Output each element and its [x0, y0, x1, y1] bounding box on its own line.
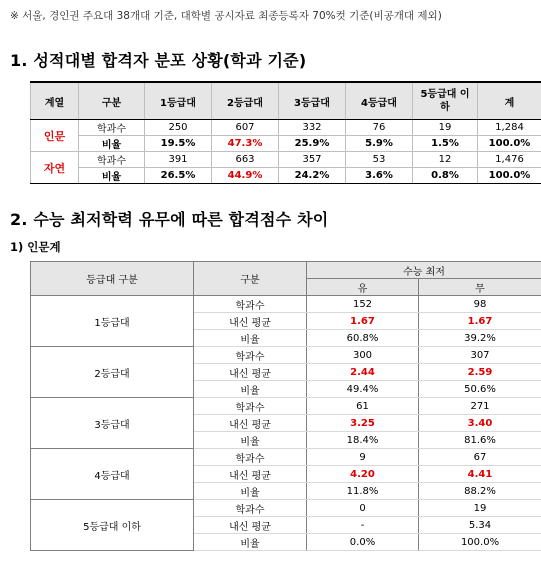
level-label: 4등급대 [31, 449, 194, 500]
table-cell: 44.9% [212, 168, 279, 184]
table-row [31, 296, 541, 313]
section2-title: 2. 수능 최저학력 유무에 따른 합격점수 차이 [10, 210, 329, 229]
row-label: 내신 평균 [194, 313, 307, 330]
table-row [31, 500, 541, 517]
header-cell: 1등급대 [145, 82, 212, 120]
group-label-humanities: 인문 [31, 120, 79, 152]
table-cell: 67 [419, 449, 541, 466]
table-cell: 19.5% [145, 136, 212, 152]
row-label: 학과수 [194, 500, 307, 517]
section2-subtitle: 1) 인문계 [10, 240, 61, 254]
table-cell: 0.8% [413, 168, 478, 184]
table-cell: 53 [346, 152, 413, 168]
table-cell: 100.0% [419, 534, 541, 551]
row-label: 비율 [194, 432, 307, 449]
table-cell: 9 [307, 449, 419, 466]
row-label: 학과수 [79, 120, 145, 136]
table-cell: 50.6% [419, 381, 541, 398]
header-cell: 등급대 구분 [31, 262, 194, 296]
table-cell: 11.8% [307, 483, 419, 500]
table-cell: 332 [279, 120, 346, 136]
row-label: 내신 평균 [194, 466, 307, 483]
table-cell: 100.0% [478, 136, 541, 152]
table-row [31, 120, 541, 136]
table-row [31, 168, 541, 184]
table-cell: 307 [419, 347, 541, 364]
header-cell: 유 [307, 279, 419, 296]
table-cell: 1,476 [478, 152, 541, 168]
table-cell: 3.25 [307, 415, 419, 432]
table-cell: 357 [279, 152, 346, 168]
row-label: 내신 평균 [194, 517, 307, 534]
table-cell: 663 [212, 152, 279, 168]
row-label: 학과수 [194, 347, 307, 364]
table-cell: 19 [419, 500, 541, 517]
header-cell: 계열 [31, 82, 79, 120]
row-label: 비율 [194, 381, 307, 398]
table-cell: 1.67 [307, 313, 419, 330]
source-note: ※ 서울, 경인권 주요대 38개대 기준, 대학별 공시자료 최종등록자 70%컷 기준(비공개대 제외) [10, 10, 442, 22]
header-cell: 수능 최저 [307, 262, 541, 279]
table-cell: 24.2% [279, 168, 346, 184]
grade-distribution-table [30, 81, 541, 184]
row-label: 비율 [194, 330, 307, 347]
table-cell: 98 [419, 296, 541, 313]
table-cell: 0 [307, 500, 419, 517]
row-label: 학과수 [194, 296, 307, 313]
row-label: 내신 평균 [194, 415, 307, 432]
table-cell: 61 [307, 398, 419, 415]
table-row [31, 152, 541, 168]
table-cell: 4.20 [307, 466, 419, 483]
table-cell: 1.5% [413, 136, 478, 152]
table-cell: 47.3% [212, 136, 279, 152]
table-cell: 391 [145, 152, 212, 168]
table-cell: 26.5% [145, 168, 212, 184]
row-label: 비율 [194, 534, 307, 551]
header-cell: 4등급대 [346, 82, 413, 120]
table-cell: 1,284 [478, 120, 541, 136]
table2-header-row [31, 262, 541, 279]
level-label: 1등급대 [31, 296, 194, 347]
row-label: 학과수 [79, 152, 145, 168]
table-row [31, 347, 541, 364]
row-label: 학과수 [194, 449, 307, 466]
header-cell: 구분 [194, 262, 307, 296]
table-cell: 88.2% [419, 483, 541, 500]
table-cell: 100.0% [478, 168, 541, 184]
table-cell: 76 [346, 120, 413, 136]
table-cell: 39.2% [419, 330, 541, 347]
table-cell: 5.9% [346, 136, 413, 152]
table-row [31, 449, 541, 466]
csat-minimum-table [30, 261, 541, 551]
table-cell: 3.40 [419, 415, 541, 432]
table-cell: 49.4% [307, 381, 419, 398]
level-label: 3등급대 [31, 398, 194, 449]
table-cell: 25.9% [279, 136, 346, 152]
table-cell: - [307, 517, 419, 534]
table-cell: 4.41 [419, 466, 541, 483]
table-row [31, 136, 541, 152]
table-cell: 271 [419, 398, 541, 415]
table-cell: 2.44 [307, 364, 419, 381]
table-cell: 152 [307, 296, 419, 313]
header-cell: 무 [419, 279, 541, 296]
group-label-science: 자연 [31, 152, 79, 184]
table-cell: 19 [413, 120, 478, 136]
table-cell: 5.34 [419, 517, 541, 534]
header-cell: 계 [478, 82, 541, 120]
header-cell: 2등급대 [212, 82, 279, 120]
table-cell: 12 [413, 152, 478, 168]
header-cell: 5등급대 이하 [413, 82, 478, 120]
table-cell: 250 [145, 120, 212, 136]
table1-header-row [31, 82, 541, 120]
section1-title: 1. 성적대별 합격자 분포 상황(학과 기준) [10, 51, 307, 70]
row-label: 내신 평균 [194, 364, 307, 381]
table-cell: 60.8% [307, 330, 419, 347]
level-label: 2등급대 [31, 347, 194, 398]
table-row [31, 398, 541, 415]
table-cell: 18.4% [307, 432, 419, 449]
row-label: 학과수 [194, 398, 307, 415]
table-cell: 300 [307, 347, 419, 364]
table-cell: 0.0% [307, 534, 419, 551]
table-cell: 1.67 [419, 313, 541, 330]
table-cell: 2.59 [419, 364, 541, 381]
table-cell: 81.6% [419, 432, 541, 449]
table-cell: 3.6% [346, 168, 413, 184]
header-cell: 3등급대 [279, 82, 346, 120]
table-cell: 607 [212, 120, 279, 136]
row-label: 비율 [194, 483, 307, 500]
header-cell: 구분 [79, 82, 145, 120]
row-label: 비율 [79, 136, 145, 152]
level-label: 5등급대 이하 [31, 500, 194, 551]
row-label: 비율 [79, 168, 145, 184]
